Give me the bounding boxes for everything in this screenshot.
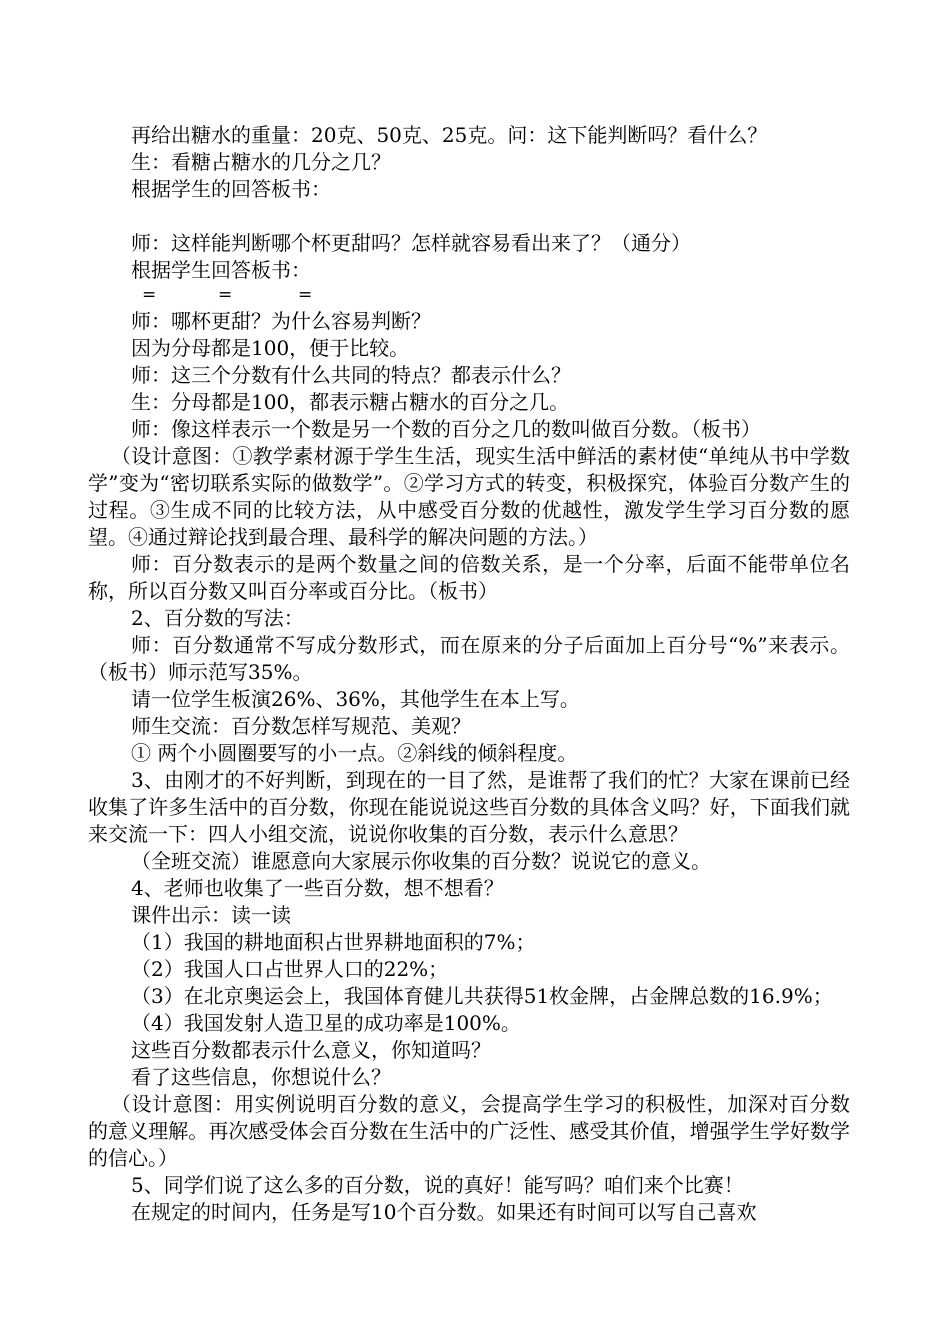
list-item: （3）在北京奥运会上，我国体育健儿共获得51枚金牌，占金牌总数的16.9%； bbox=[131, 984, 833, 1008]
equals-sign: = bbox=[298, 285, 313, 305]
paragraph: （全班交流）谁愿意向大家展示你收集的百分数？说说它的意义。 bbox=[131, 849, 711, 873]
paragraph: 看了这些信息，你想说什么？ bbox=[131, 1065, 391, 1089]
design-intent-paragraph: （设计意图：①教学素材源于学生生活，现实生活中鲜活的素材使“单纯从书中学数学”变为“密切联系实际的做数学”。②学习方式的转变，积极探究，体验百分数产生的过程。③生成不同的比较方法，从中感受百分数的优越性，激发学生学习百分数的愿望。④通过辩论找到最合理、最科学的解决问题的方法。） bbox=[88, 444, 850, 549]
paragraph: 师：这样能判断哪个杯更甜吗？怎样就容易看出来了？（通分） bbox=[131, 231, 691, 255]
paragraph: 课件出示：读一读 bbox=[131, 903, 291, 927]
paragraph: 生：看糖占糖水的几分之几？ bbox=[131, 150, 391, 174]
blank-line bbox=[88, 203, 850, 230]
equals-sign: = bbox=[218, 285, 233, 305]
paragraph: 师：哪杯更甜？为什么容易判断？ bbox=[131, 309, 431, 333]
paragraph: 这些百分数都表示什么意义，你知道吗？ bbox=[131, 1038, 491, 1062]
section-paragraph: 3、由刚才的不好判断，到现在的一目了然，是谁帮了我们的忙？大家在课前已经收集了许多生活中的百分数，你现在能说说这些百分数的具体含义吗？好，下面我们就来交流一下：四人小组交流，说说你收集的百分数，表示什么意思？ bbox=[88, 768, 850, 846]
design-intent-paragraph: （设计意图：用实例说明百分数的意义，会提高学生学习的积极性，加深对百分数的意义理解。再次感受体会百分数在生活中的广泛性、感受其价值，增强学生学好数学的信心。） bbox=[88, 1092, 850, 1170]
paragraph: 根据学生回答板书： bbox=[131, 258, 311, 282]
section-heading: 5、同学们说了这么多的百分数，说的真好！能写吗？咱们来个比赛！ bbox=[131, 1173, 744, 1197]
paragraph: 在规定的时间内，任务是写10个百分数。如果还有时间可以写自己喜欢 bbox=[131, 1200, 757, 1224]
list-item: （1）我国的耕地面积占世界耕地面积的7%； bbox=[131, 930, 536, 954]
paragraph: 师生交流：百分数怎样写规范、美观？ bbox=[131, 714, 471, 738]
paragraph: 请一位学生板演26%、36%，其他学生在本上写。 bbox=[131, 687, 580, 711]
paragraph: ① 两个小圆圈要写的小一点。②斜线的倾斜程度。 bbox=[131, 741, 578, 765]
paragraph: 师：百分数通常不写成分数形式，而在原来的分子后面加上百分号“%”来表示。（板书）师示范写35%。 bbox=[88, 633, 850, 684]
paragraph: 生：分母都是100，都表示糖占糖水的百分之几。 bbox=[131, 390, 570, 414]
paragraph: 师：百分数表示的是两个数量之间的倍数关系，是一个分率，后面不能带单位名称，所以百分数又叫百分率或百分比。（板书） bbox=[88, 552, 850, 603]
document-page bbox=[88, 122, 850, 1226]
equals-row bbox=[88, 284, 850, 308]
paragraph: 师：像这样表示一个数是另一个数的百分之几的数叫做百分数。（板书） bbox=[131, 417, 761, 441]
paragraph: 再给出糖水的重量：20克、50克、25克。问：这下能判断吗？看什么？ bbox=[131, 123, 768, 147]
paragraph: 因为分母都是100，便于比较。 bbox=[131, 336, 410, 360]
list-item: （2）我国人口占世界人口的22%； bbox=[131, 957, 449, 981]
list-item: （4）我国发射人造卫星的成功率是100%。 bbox=[131, 1011, 521, 1035]
equals-sign: = bbox=[142, 285, 157, 305]
paragraph: 根据学生的回答板书： bbox=[131, 177, 331, 201]
section-heading: 2、百分数的写法： bbox=[131, 606, 304, 630]
section-heading: 4、老师也收集了一些百分数，想不想看？ bbox=[131, 876, 504, 900]
paragraph: 师：这三个分数有什么共同的特点？都表示什么？ bbox=[131, 363, 571, 387]
